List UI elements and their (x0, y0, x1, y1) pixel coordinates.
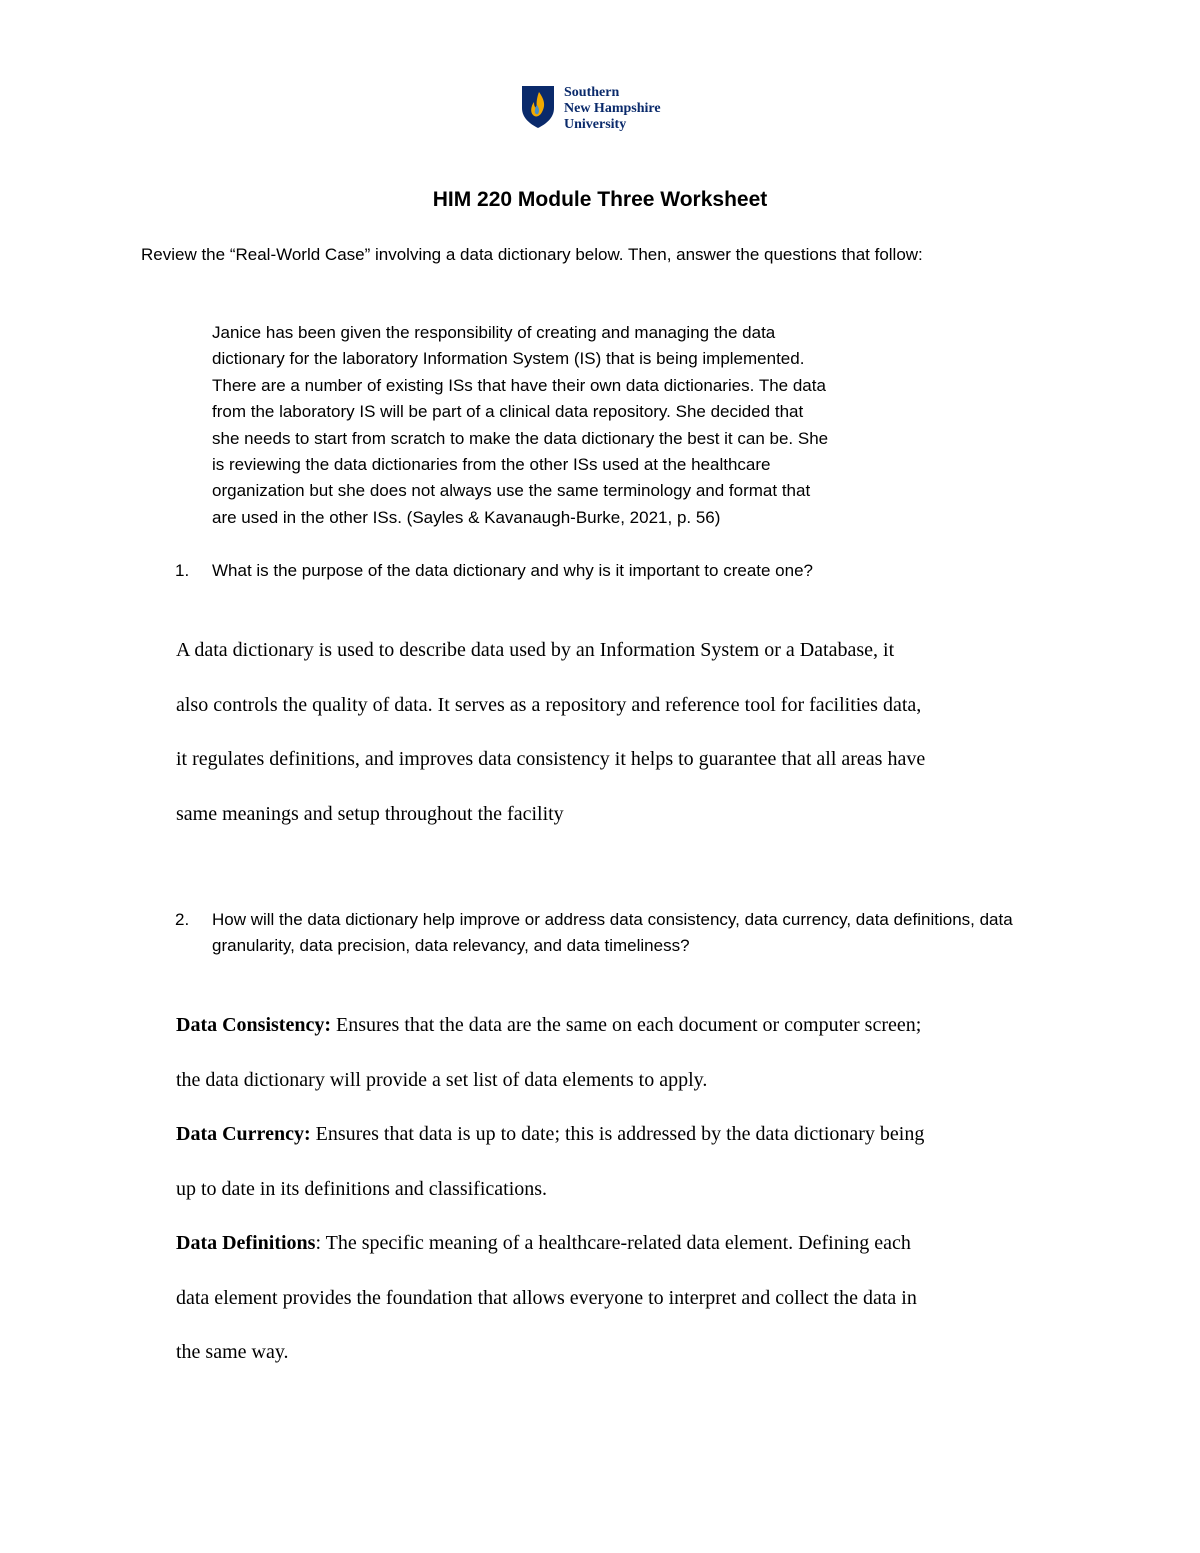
answer-line: the data dictionary will provide a set list of data elements to apply. (176, 1068, 708, 1091)
case-line: is reviewing the data dictionaries from the other ISs used at the healthcare (212, 455, 771, 475)
logo-line-3: University (564, 117, 627, 132)
case-line: from the laboratory IS will be part of a clinical data repository. She decided that (212, 402, 804, 422)
answer-2 (176, 998, 1076, 1380)
question-number: 1. (175, 561, 190, 580)
answer-line: the same way. (176, 1341, 289, 1363)
page-title: HIM 220 Module Three Worksheet (432, 188, 768, 211)
question-2 (175, 907, 1045, 959)
answer-line-currency (176, 1107, 1076, 1162)
case-line: Janice has been given the responsibility of creating and managing the data (212, 323, 776, 342)
answer-line: also controls the quality of data. It serves as a repository and reference tool for facilities data, (176, 693, 922, 716)
answer-text: Ensures that the data are the same on each document or computer screen; (331, 1014, 922, 1036)
answer-line-consistency (176, 998, 1076, 1053)
logo-line-2: New Hampshire (564, 101, 661, 116)
case-line: are used in the other ISs. (Sayles & Kavanaugh-Burke, 2021, p. 56) (212, 507, 721, 527)
question-text: What is the purpose of the data dictionary and why is it important to create one? (212, 561, 814, 580)
case-line: There are a number of existing ISs that have their own data dictionaries. The data (212, 375, 826, 395)
case-line: dictionary for the laboratory Information System (IS) that is being implemented. (212, 349, 805, 369)
question-text: How will the data dictionary help improve or address data consistency, data currency, data definitions, data granularity, data precision, data relevancy, and data timeliness? (212, 910, 1013, 955)
answer-1 (176, 623, 1076, 841)
answer-line: it regulates definitions, and improves data consistency it helps to guarantee that all areas have (176, 748, 926, 770)
case-study (212, 320, 952, 531)
answer-text: Ensures that data is up to date; this is addressed by the data dictionary being (310, 1123, 925, 1145)
logo-wordmark (564, 85, 661, 133)
answer-line-definitions (176, 1216, 1076, 1271)
term-data-definitions: Data Definitions (176, 1232, 316, 1254)
logo-line-1: Southern (564, 85, 620, 100)
answer-text: : The specific meaning of a healthcare-related data element. Defining each (315, 1232, 911, 1254)
university-logo (520, 84, 661, 133)
answer-line: up to date in its definitions and classifications. (176, 1177, 548, 1200)
answer-line: same meanings and setup throughout the facility (176, 802, 564, 825)
answer-line: A data dictionary is used to describe data used by an Information System or a Database, it (176, 639, 895, 661)
question-number: 2. (175, 910, 190, 929)
shield-flame-icon (520, 84, 556, 130)
term-data-currency: Data Currency: (176, 1123, 311, 1145)
term-data-consistency: Data Consistency: (176, 1014, 331, 1036)
answer-line: data element provides the foundation that allows everyone to interpret and collect the data in (176, 1286, 917, 1309)
question-1 (175, 558, 1045, 584)
case-line: she needs to start from scratch to make the data dictionary the best it can be. She (212, 428, 829, 448)
intro-text: Review the “Real-World Case” involving a data dictionary below. Then, answer the questions that follow: (141, 245, 923, 264)
case-line: organization but she does not always use the same terminology and format that (212, 481, 811, 501)
